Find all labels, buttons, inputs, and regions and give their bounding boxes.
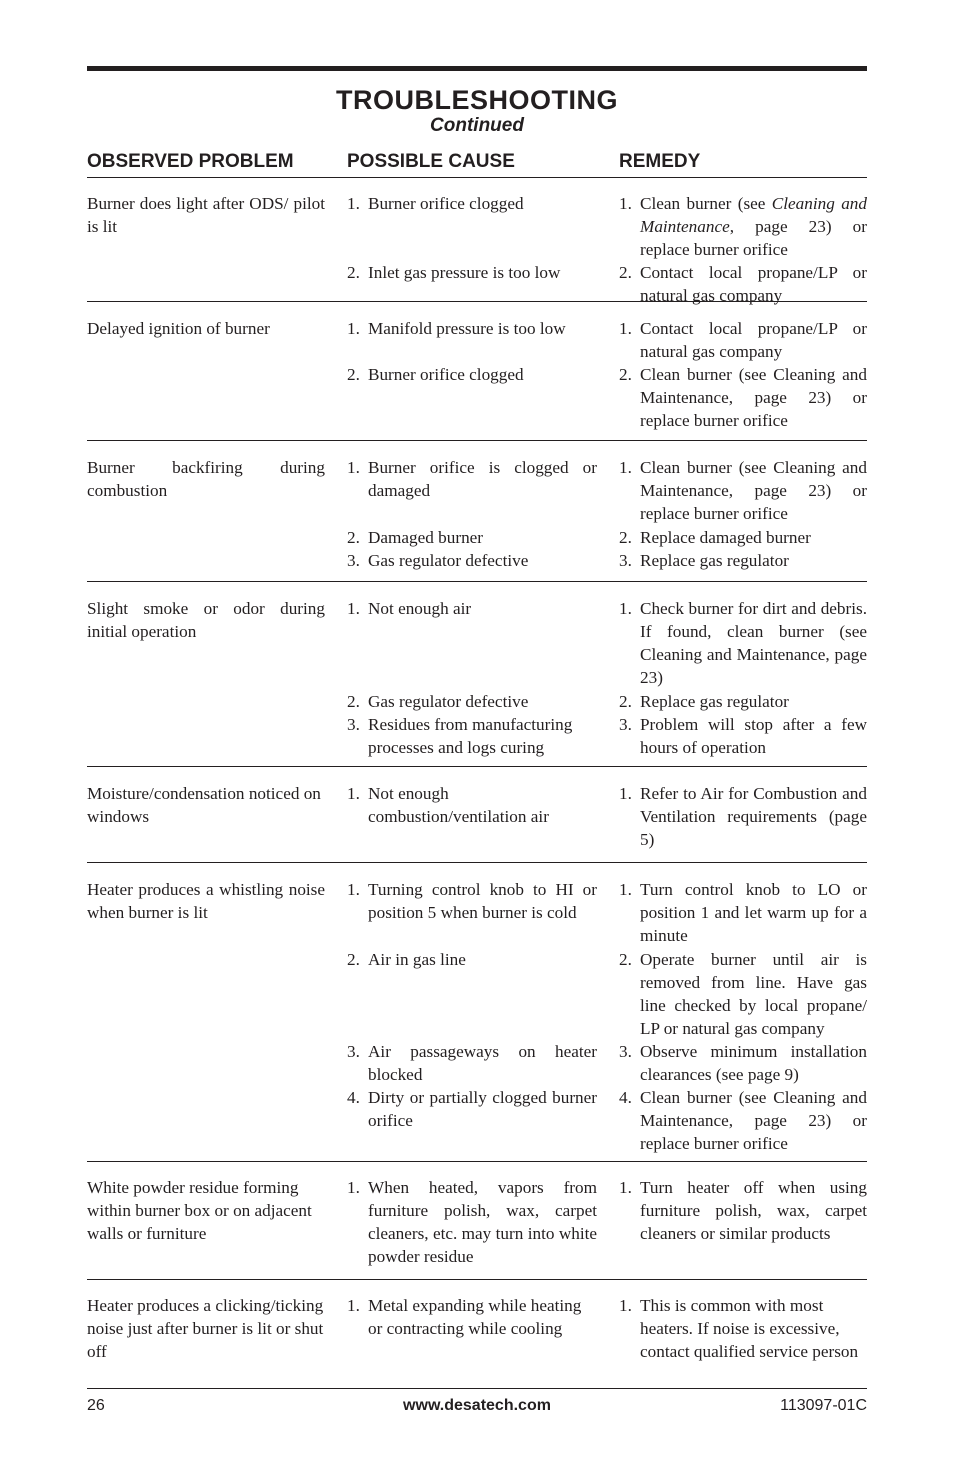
cause-item: 3. Air passageways on heater blocked (347, 1042, 597, 1085)
cause-item: 1. When heated, vapors from furniture polish, wax, carpet cleaners, etc. may turn into white powder residue (347, 1178, 597, 1267)
footer-website: www.desatech.com (403, 1397, 551, 1414)
manual-page (87, 66, 867, 1380)
cause-item: 3. Residues from manufacturing processes and logs curing (347, 715, 573, 758)
table-row (87, 1280, 867, 1380)
cause-item: 2. Gas regulator defective (347, 692, 529, 711)
table-row (87, 441, 867, 582)
problem-text: Moisture/condensation noticed on windows (87, 784, 321, 827)
remedy-item: 1. This is common with most heaters. If noise is excessive, contact qualified service person (619, 1296, 859, 1362)
table-row (87, 178, 867, 306)
header-possible-cause: POSSIBLE CAUSE (347, 151, 515, 172)
remedy-item: 1. Turn control knob to LO or position 1 and let warm up for a minute (619, 880, 867, 946)
cause-item: 1. Turning control knob to HI or position 5 when burner is cold (347, 880, 597, 923)
table-row (87, 1162, 867, 1280)
remedy-item: 2. Operate burner until air is removed from line. Have gas line checked by local propane/ LP or natural gas company (619, 950, 867, 1039)
cause-item: 1. Manifold pressure is too low (347, 319, 566, 338)
header-observed-problem: OBSERVED PROBLEM (87, 151, 294, 172)
remedy-item: 4. Clean burner (see Cleaning and Maintenance, page 23) or replace burner orifice (619, 1088, 867, 1154)
remedy-item: 1. Clean burner (see Cleaning and Maintenance, page 23) or replace burner orifice (619, 458, 867, 524)
remedy-item: 1. Turn heater off when using furniture polish, wax, carpet cleaners or similar products (619, 1178, 867, 1244)
problem-text: Heater produces a clicking/ticking noise just after burner is lit or shut off (87, 1296, 324, 1362)
table-row (87, 767, 867, 863)
document-code: 113097-01C (780, 1397, 867, 1414)
remedy-item: 1. Contact local propane/LP or natural gas company (619, 319, 867, 362)
cause-item: 2. Air in gas line (347, 950, 466, 969)
table-row (87, 863, 867, 1162)
cause-item: 1. Burner orifice clogged (347, 194, 524, 213)
cause-item: 1. Burner orifice is clogged or damaged (347, 458, 597, 501)
remedy-item: 1. Check burner for dirt and debris. If found, clean burner (see Cleaning and Maintenance, page 23) (619, 599, 867, 688)
remedy-item: 2. Replace gas regulator (619, 692, 789, 711)
header-remedy: REMEDY (619, 151, 701, 172)
remedy-item: 2. Clean burner (see Cleaning and Maintenance, page 23) or replace burner orifice (619, 365, 867, 431)
table-row (87, 302, 867, 441)
problem-text: Slight smoke or odor during initial operation (87, 599, 325, 642)
table-header (87, 147, 867, 178)
remedy-item: 2. Replace damaged burner (619, 528, 811, 547)
remedy-item: 1. Clean burner (see Cleaning and Maintenance, page 23) or replace burner orifice (619, 194, 867, 260)
remedy-item: 1. Refer to Air for Combustion and Ventilation requirements (page 5) (619, 784, 867, 850)
page-title: TROUBLESHOOTING (336, 85, 618, 115)
problem-text: White powder residue forming within burner box or on adjacent walls or furniture (87, 1178, 312, 1244)
cause-item: 2. Inlet gas pressure is too low (347, 263, 561, 282)
cause-item: 1. Not enough combustion/ventilation air (347, 784, 549, 827)
page-footer (87, 1388, 867, 1414)
problem-text: Burner does light after ODS/ pilot is lit (87, 194, 325, 237)
page-subtitle: Continued (430, 115, 524, 136)
remedy-item: 2. Contact local propane/LP or natural gas company (619, 263, 867, 306)
page-number: 26 (87, 1397, 105, 1414)
problem-text: Delayed ignition of burner (87, 319, 270, 338)
problem-text: Heater produces a whistling noise when burner is lit (87, 880, 325, 923)
cause-item: 1. Metal expanding while heating or contracting while cooling (347, 1296, 582, 1339)
troubleshooting-table (87, 178, 867, 1380)
remedy-item: 3. Problem will stop after a few hours of operation (619, 715, 867, 758)
cause-item: 2. Burner orifice clogged (347, 365, 524, 384)
cause-item: 1. Not enough air (347, 599, 472, 618)
problem-text: Burner backfiring during combustion (87, 458, 325, 501)
cause-item: 2. Damaged burner (347, 528, 484, 547)
cause-item: 4. Dirty or partially clogged burner orifice (347, 1088, 597, 1131)
remedy-item: 3. Observe minimum installation clearances (see page 9) (619, 1042, 867, 1085)
remedy-item: 3. Replace gas regulator (619, 551, 789, 570)
top-rule (87, 66, 867, 71)
cause-item: 3. Gas regulator defective (347, 551, 529, 570)
table-row (87, 582, 867, 767)
